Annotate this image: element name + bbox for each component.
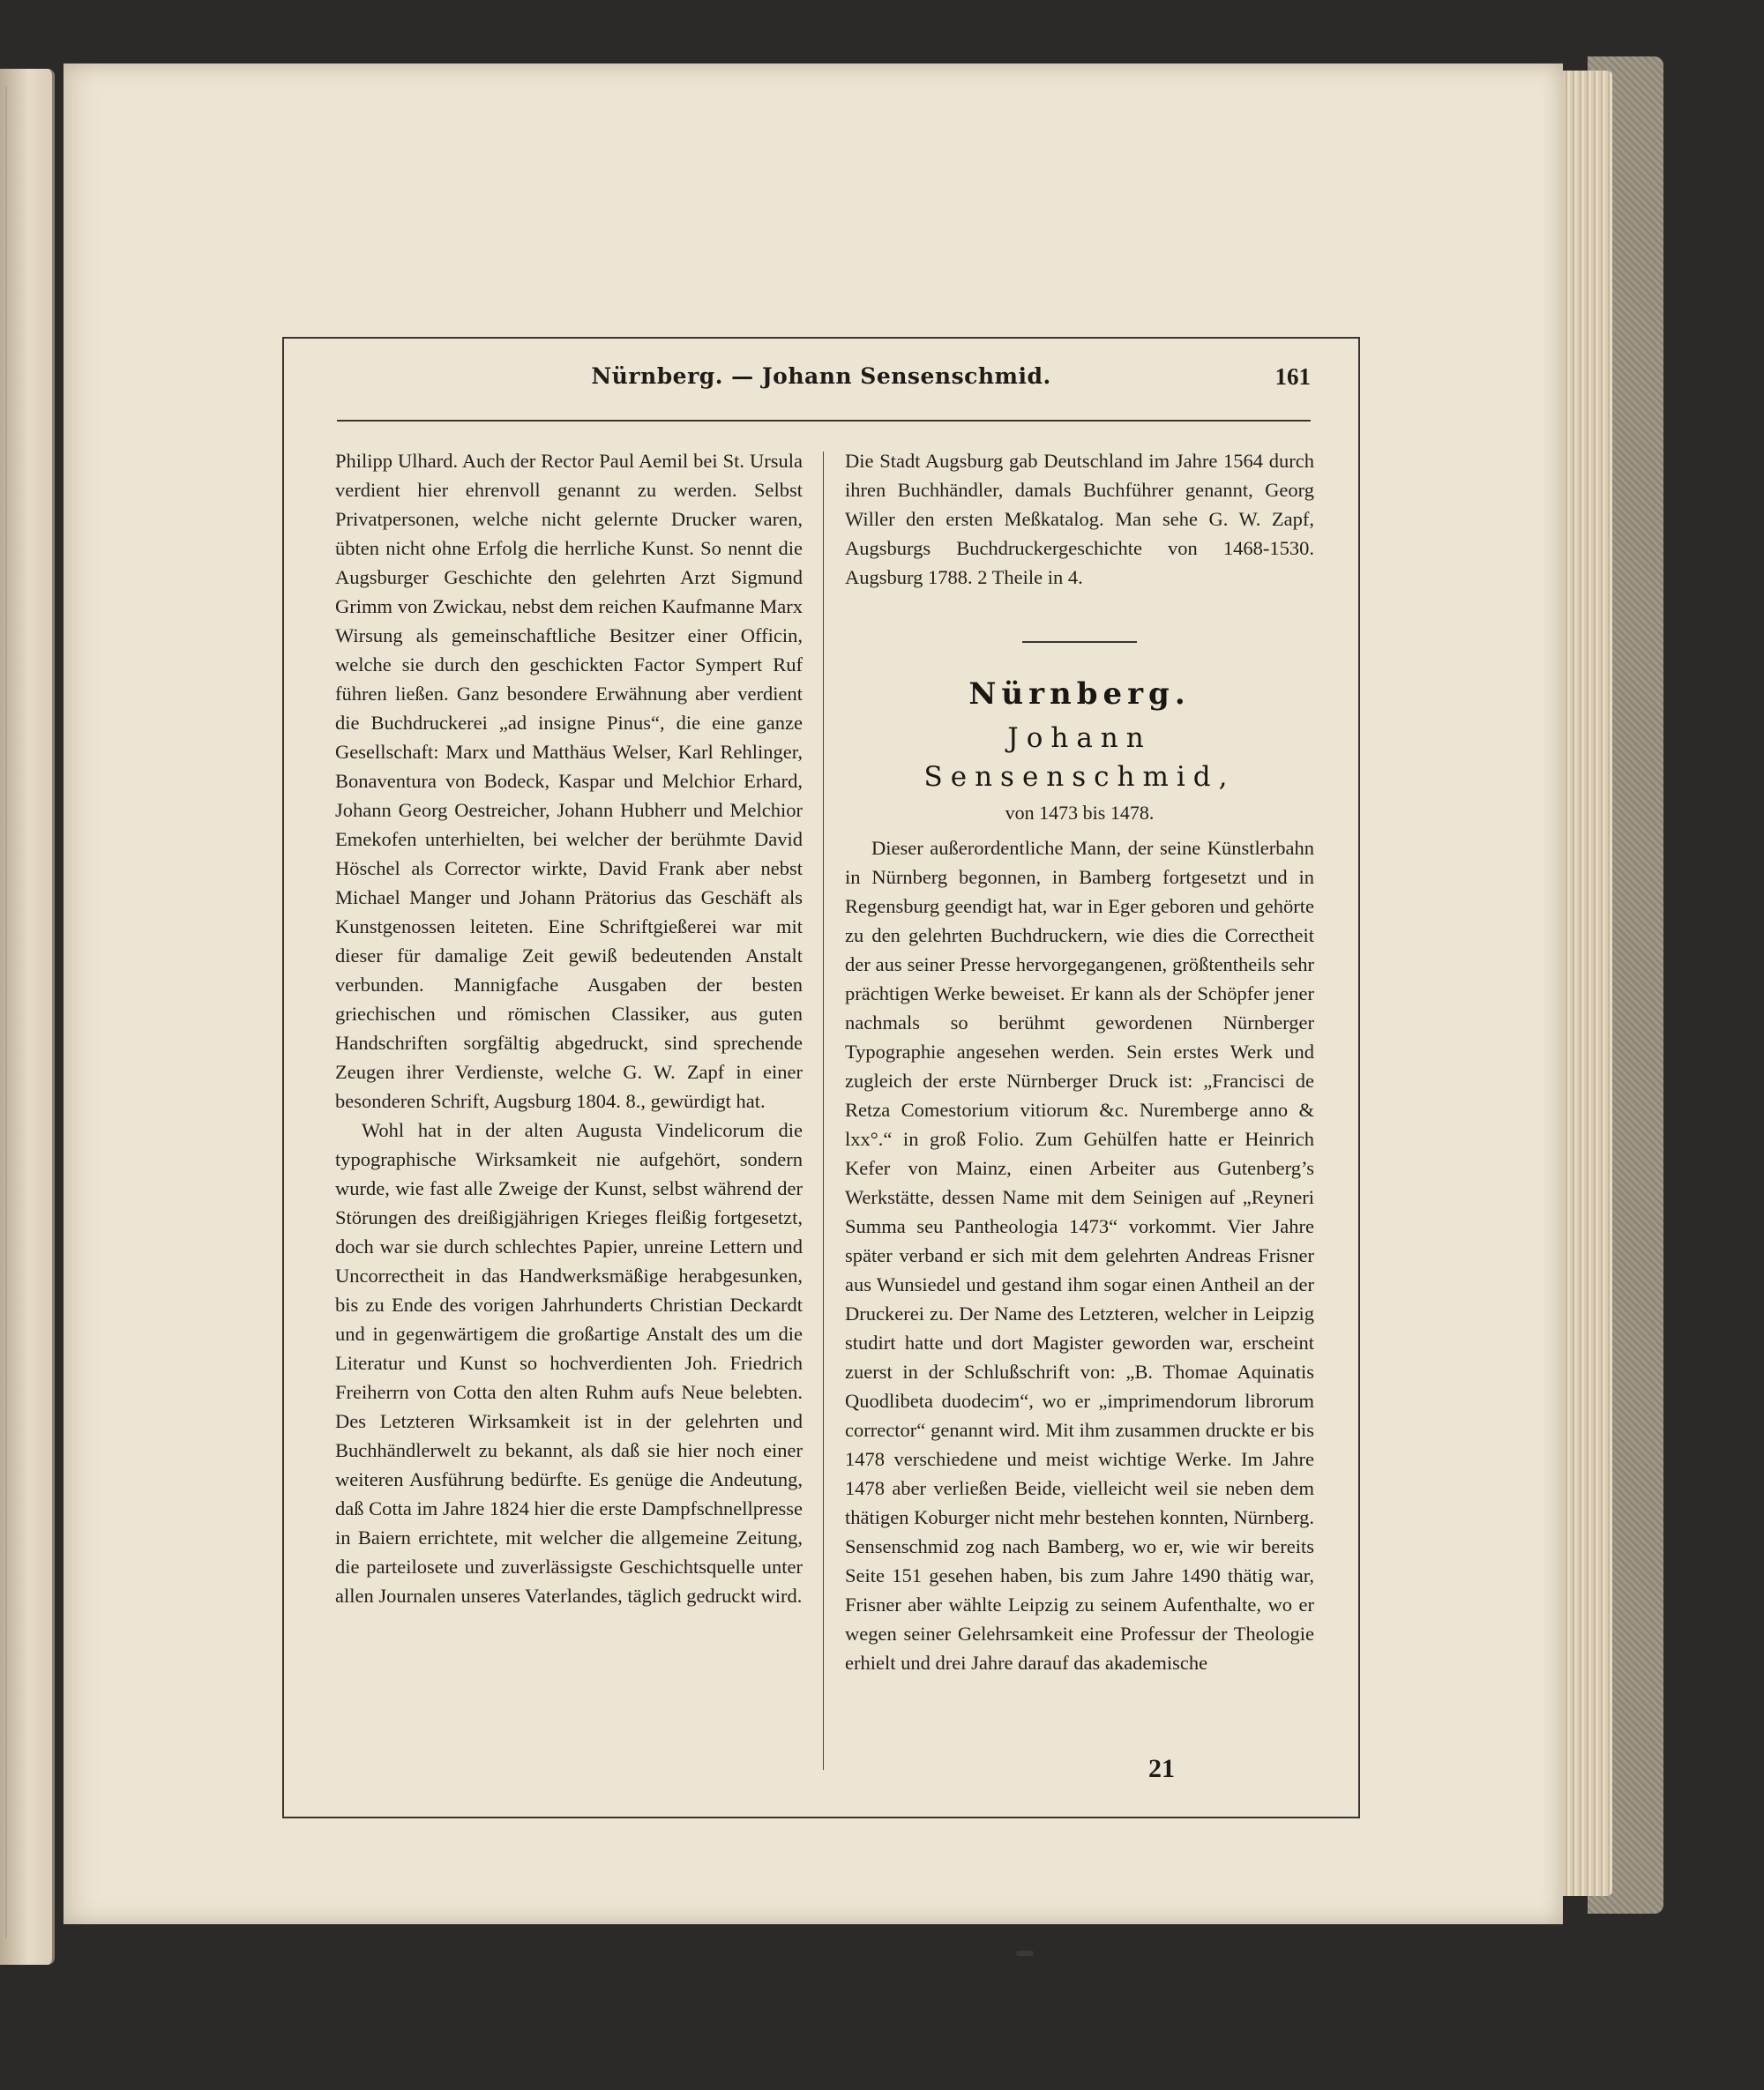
section-subheading: Johann Sensenschmid, bbox=[923, 722, 1236, 793]
column-divider bbox=[823, 452, 824, 1770]
running-title: Nürnberg. — Johann Sensenschmid. bbox=[591, 363, 1051, 389]
section-separator bbox=[1022, 641, 1137, 643]
section-heading: Nürnberg. bbox=[968, 676, 1191, 712]
paragraph: Philipp Ulhard. Auch der Rector Paul Aemil bei St. Ursula verdient hier ehrenvoll genannt zu werden. Selbst Privatpersonen, welche nicht gelernte Drucker waren, übten nicht ohne Erfolg die herrliche Kunst. So nennt die Augsburger Geschichte den gelehrten Arzt Sigmund Grimm von Zwickau, nebst dem reichen Kaufmanne Marx Wirsung als gemeinschaftliche Besitzer einer Officin, welche sie durch den geschickten Factor Sympert Ruf führen ließen. Ganz besondere Erwähnung aber verdient die Buchdruckerei „ad insigne Pinus“, die eine ganze Gesellschaft: Marx und Matthäus Welser, Karl Rehlinger, Bonaventura von Bodeck, Kaspar und Melchior Erhard, Johann Georg Oestreicher, Johann Hubherr und Melchior Emekofen unterhielten, bei welcher der berühmte David Höschel als Corrector wirkte, David Frank aber nebst Michael Manger und Johann Prätorius das Geschäft als Kunstgenossen leiteten. Eine Schriftgießerei war mit dieser für damalige Zeit gewiß bedeutenden Anstalt verbunden. Mannigfache Ausgaben der besten griechischen und römischen Classiker, aus guten Handschriften sorgfältig abgedruckt, sind sprechende Zeugen ihrer Verdienste, welche G. W. Zapf in einer besonderen Schrift, Augsburg 1804. 8., gewürdigt hat. bbox=[335, 450, 803, 1112]
text-frame bbox=[282, 337, 1360, 1818]
signature-mark: 21 bbox=[1148, 1754, 1175, 1783]
paragraph: Die Stadt Augsburg gab Deutschland im Jahre 1564 durch ihren Buchhändler, damals Buchführer genannt, Georg Willer den ersten Meßkatalog. Man sehe G. W. Zapf, Augsburgs Buchdruckergeschichte von 1468-1530. Augsburg 1788. 2 Theile in 4. bbox=[845, 450, 1314, 588]
facing-page-edge bbox=[0, 69, 55, 1965]
running-head bbox=[284, 363, 1358, 399]
book-page bbox=[64, 63, 1563, 1924]
left-column bbox=[335, 446, 803, 1610]
page-number: 161 bbox=[1274, 363, 1311, 390]
section-dates: von 1473 bis 1478. bbox=[1005, 802, 1155, 824]
right-column bbox=[845, 446, 1314, 1677]
paper-mark bbox=[1016, 1951, 1034, 1956]
paragraph: Wohl hat in der alten Augusta Vindelicorum die typographische Wirksamkeit nie aufgehört, sondern wurde, wie fast alle Zweige der Kunst, selbst während der Störungen des dreißigjährigen Krieges fleißig fortgesetzt, doch war sie durch schlechtes Papier, unreine Lettern und Uncorrectheit in das Handwerksmäßige herabgesunken, bis zu Ende des vorigen Jahrhunderts Christian Deckardt und in gegenwärtigem die großartige Anstalt des um die Literatur und Kunst so hochverdienten Joh. Friedrich Freiherrn von Cotta den alten Ruhm aufs Neue belebten. Des Letzteren Wirksamkeit ist in der gelehrten und Buchhändlerwelt zu bekannt, als daß sie hier noch einer weiteren Ausführung bedürfte. Es genüge die Andeutung, daß Cotta im Jahre 1824 hier die erste Dampfschnellpresse in Baiern errichtete, mit welcher die allgemeine Zeitung, die parteilosete und zuverlässigste Geschichtsquelle unter allen Journalen unseres Vaterlandes, täglich gedruckt wird. bbox=[335, 1119, 803, 1607]
header-rule bbox=[337, 420, 1311, 422]
paragraph: Dieser außerordentliche Mann, der seine Künstlerbahn in Nürnberg begonnen, in Bamberg fortgesetzt und in Regensburg geendigt hat, war in Eger geboren und gehörte zu den gelehrten Buchdruckern, wie dies die Correctheit der aus seiner Presse hervorgegangenen, größtentheils sehr prächtigen Werke beweiset. Er kann als der Schöpfer jener nachmals so berühmt gewordenen Nürnberger Typographie angesehen werden. Sein erstes Werk und zugleich der erste Nürnberger Druck ist: „Francisci de Retza Comestorium vitiorum &c. Nuremberge anno & lxx°.“ in groß Folio. Zum Gehülfen hatte er Heinrich Kefer von Mainz, einen Arbeiter aus Gutenberg’s Werkstätte, dessen Name mit dem Seinigen auf „Reyneri Summa seu Pantheologia 1473“ vorkommt. Vier Jahre später verband er sich mit dem gelehrten Andreas Frisner aus Wunsiedel und gestand ihm sogar einen Antheil an der Druckerei zu. Der Name des Letzteren, welcher in Leipzig studirt hatte und dort Magister geworden war, erscheint zuerst in der Schlußschrift von: „B. Thomae Aquinatis Quodlibeta duodecim“, wo er „imprimendorum librorum corrector“ genannt wird. Mit ihm zusammen druckte er bis 1478 verschiedene und meist wichtige Werke. Im Jahre 1478 aber verließen Beide, vielleicht weil sie neben dem thätigen Koburger nicht mehr bestehen konnten, Nürnberg. Sensenschmid zog nach Bamberg, wo er, wie wir bereits Seite 151 gesehen haben, bis zum Jahre 1490 thätig war, Frisner aber wählte Leipzig zu seinem Aufenthalte, wo er wegen seiner Gelehrsamkeit eine Professur der Theologie erhielt und drei Jahre darauf das akademische bbox=[845, 837, 1314, 1674]
